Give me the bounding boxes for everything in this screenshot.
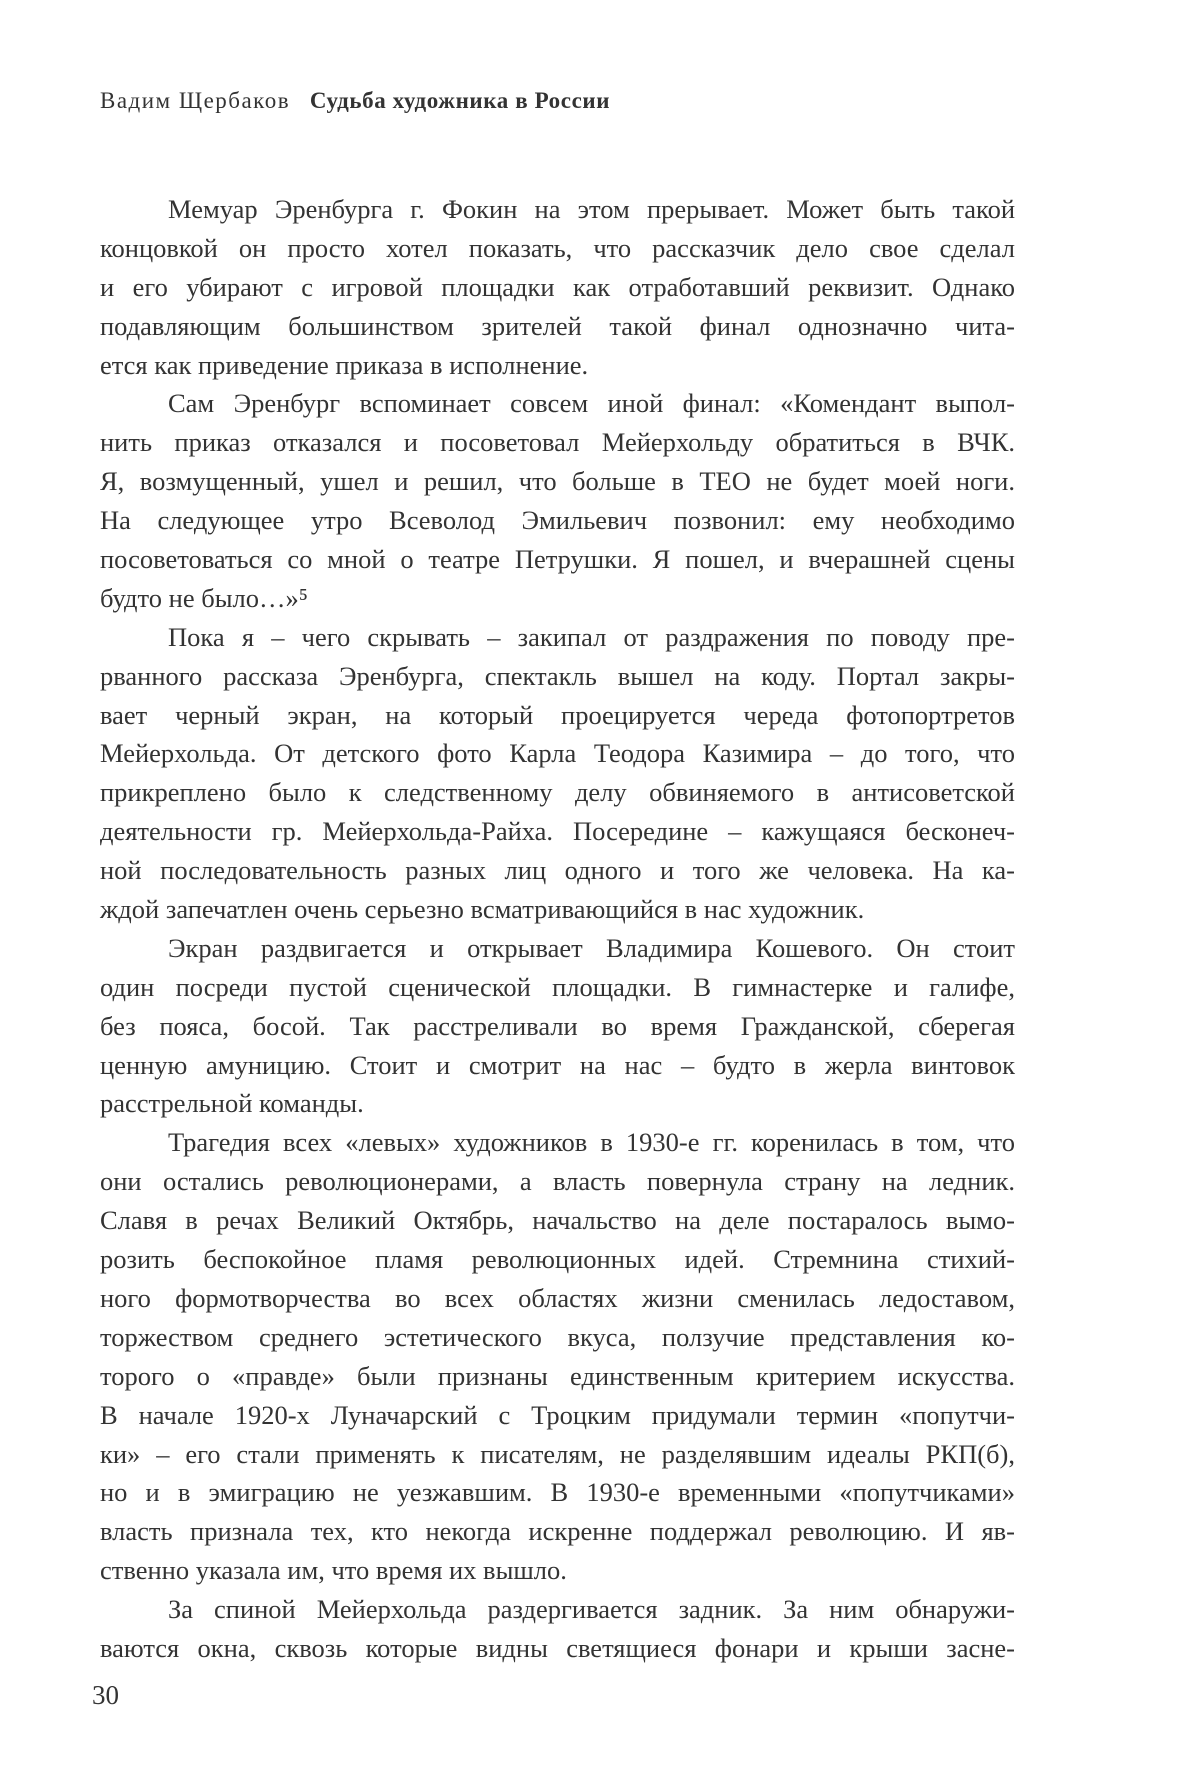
text-line: ваются окна, сквозь которые видны светящиеся фонари и крыши засне- <box>100 1629 1015 1668</box>
text-line: без пояса, босой. Так расстреливали во время Гражданской, сберегая <box>100 1007 1015 1046</box>
text-line: ственно указала им, что время их вышло. <box>100 1551 1015 1590</box>
text-line: нить приказ отказался и посоветовал Мейерхольду обратиться в ВЧК. <box>100 423 1015 462</box>
text-line: Я, возмущенный, ушел и решил, что больше в ТЕО не будет моей ноги. <box>100 462 1015 501</box>
text-line: Трагедия всех «левых» художников в 1930-е гг. коренилась в том, что <box>100 1123 1015 1162</box>
text-line: подавляющим большинством зрителей такой финал однозначно чита- <box>100 307 1015 346</box>
text-line: Мейерхольда. От детского фото Карла Теодора Казимира – до того, что <box>100 734 1015 773</box>
text-line: Экран раздвигается и открывает Владимира Кошевого. Он стоит <box>100 929 1015 968</box>
text-line: один посреди пустой сценической площадки. В гимнастерке и галифе, <box>100 968 1015 1007</box>
text-line: прикреплено было к следственному делу обвиняемого в антисоветской <box>100 773 1015 812</box>
paragraph <box>100 1590 1015 1668</box>
text-line: торжеством среднего эстетического вкуса, ползучие представления ко- <box>100 1318 1015 1357</box>
text-line: ется как приведение приказа в исполнение. <box>100 346 1015 385</box>
text-line: расстрельной команды. <box>100 1084 1015 1123</box>
text-line: Сам Эренбург вспоминает совсем иной финал: «Комендант выпол- <box>100 384 1015 423</box>
text-line: Мемуар Эренбурга г. Фокин на этом прерывает. Может быть такой <box>100 190 1015 229</box>
text-line: За спиной Мейерхольда раздергивается задник. За ним обнаружи- <box>100 1590 1015 1629</box>
text-line: ки» – его стали применять к писателям, не разделявшим идеалы РКП(б), <box>100 1435 1015 1474</box>
text-line: На следующее утро Всеволод Эмильевич позвонил: ему необходимо <box>100 501 1015 540</box>
text-line: ной последовательность разных лиц одного и того же человека. На ка- <box>100 851 1015 890</box>
paragraph <box>100 1123 1015 1590</box>
text-line: вает черный экран, на который проецируется череда фотопортретов <box>100 696 1015 735</box>
running-header <box>100 88 610 114</box>
text-line: ного формотворчества во всех областях жизни сменилась ледоставом, <box>100 1279 1015 1318</box>
text-line: Пока я – чего скрывать – закипал от раздражения по поводу пре- <box>100 618 1015 657</box>
header-book-title: Судьба художника в России <box>310 88 610 113</box>
paragraph <box>100 190 1015 384</box>
text-line: розить беспокойное пламя революционных идей. Стремнина стихий- <box>100 1240 1015 1279</box>
text-line: ждой запечатлен очень серьезно всматривающийся в нас художник. <box>100 890 1015 929</box>
text-line: они остались революционерами, а власть повернула страну на ледник. <box>100 1162 1015 1201</box>
text-line: рванного рассказа Эренбурга, спектакль вышел на коду. Портал закры- <box>100 657 1015 696</box>
text-line: деятельности гр. Мейерхольда-Райха. Посередине – кажущаяся бесконеч- <box>100 812 1015 851</box>
text-line: власть признала тех, кто некогда искренне поддержал революцию. И яв- <box>100 1512 1015 1551</box>
body-text <box>100 190 1015 1668</box>
paragraph <box>100 618 1015 929</box>
text-line: торого о «правде» были признаны единственным критерием искусства. <box>100 1357 1015 1396</box>
page-number: 30 <box>92 1680 119 1711</box>
header-author: Вадим Щербаков <box>100 88 290 113</box>
paragraph <box>100 929 1015 1123</box>
text-line: будто не было…»⁵ <box>100 579 1015 618</box>
text-line: и его убирают с игровой площадки как отработавший реквизит. Однако <box>100 268 1015 307</box>
text-line: концовкой он просто хотел показать, что рассказчик дело свое сделал <box>100 229 1015 268</box>
paragraph <box>100 384 1015 617</box>
text-line: Славя в речах Великий Октябрь, начальство на деле постаралось вымо- <box>100 1201 1015 1240</box>
text-line: ценную амуницию. Стоит и смотрит на нас – будто в жерла винтовок <box>100 1046 1015 1085</box>
text-line: В начале 1920-х Луначарский с Троцким придумали термин «попутчи- <box>100 1396 1015 1435</box>
text-line: посоветоваться со мной о театре Петрушки. Я пошел, и вчерашней сцены <box>100 540 1015 579</box>
text-line: но и в эмиграцию не уезжавшим. В 1930-е временными «попутчиками» <box>100 1473 1015 1512</box>
